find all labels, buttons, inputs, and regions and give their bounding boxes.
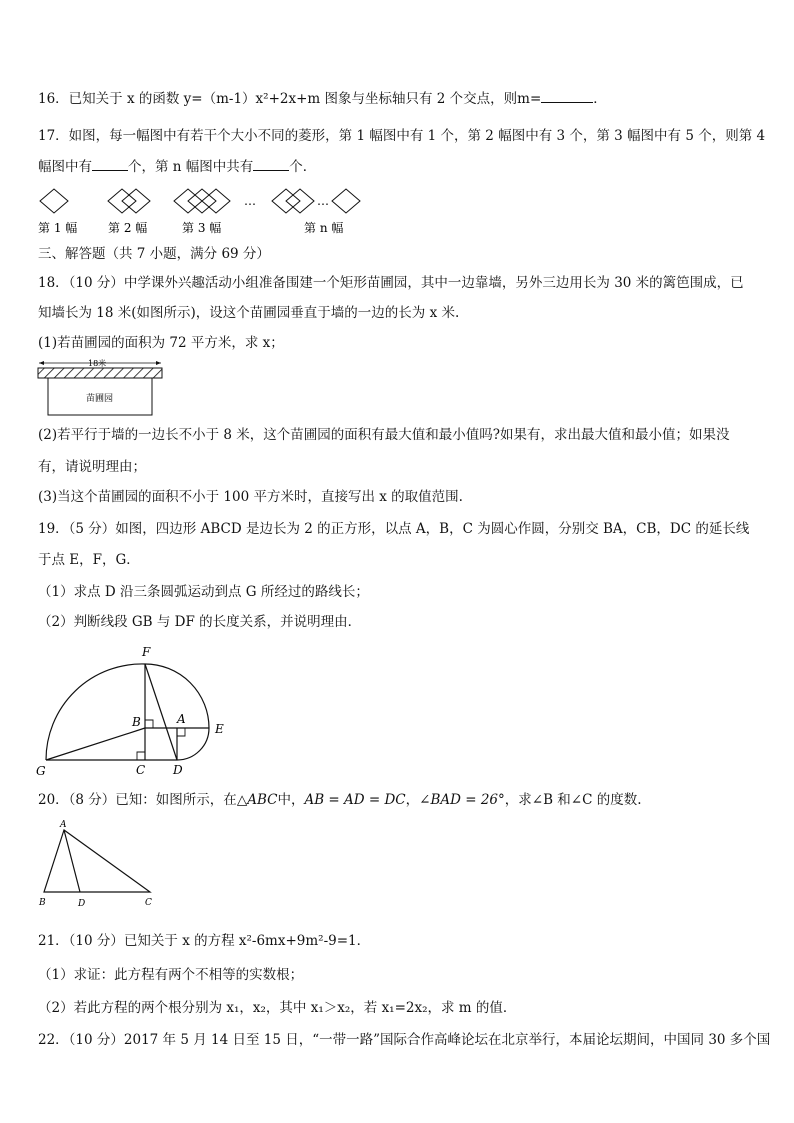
- ellipsis-1: …: [244, 194, 256, 208]
- q21-part1: （1）求证：此方程有两个不相等的实数根；: [38, 967, 304, 983]
- label-b: B: [39, 898, 46, 908]
- q18-line1: 18．（10 分）中学课外兴趣活动小组准备围建一个矩形苗圃园，其中一边靠墙，另外三边用长为 30 米的篱笆围成，已: [38, 275, 744, 291]
- q20-a: 20．（8 分）已知：如图所示，在: [38, 792, 237, 808]
- wall-length-label: 18米: [88, 359, 107, 368]
- segment-fd: [145, 664, 177, 760]
- garden-label: 苗圃园: [86, 394, 114, 404]
- q16-answer-blank: [541, 89, 593, 103]
- q17-blank2: [253, 157, 289, 171]
- q18-part2a: (2)若平行于墙的一边长不小于 8 米，这个苗圃园的面积有最大值和最小值吗?如果有，求出最大值和最小值；如果没: [38, 427, 730, 443]
- q22-line1: 22．（10 分）2017 年 5 月 14 日至 15 日，“一带一路”国际合作高峰论坛在北京举行，本届论坛期间，中国同 30 多个国: [38, 1032, 771, 1048]
- q20-b: 中，: [277, 792, 305, 808]
- label-e: E: [215, 722, 224, 736]
- caption-3: 第 3 幅: [182, 221, 222, 235]
- q20-text: [38, 791, 642, 809]
- q16-end: ．: [593, 91, 607, 107]
- circle-arc-figure: [30, 640, 240, 780]
- q18-line2: 知墙长为 18 米(如图所示)，设这个苗圃园垂直于墙的一边的长为 x 米.: [38, 305, 460, 321]
- q20-eq1: AB = AD = DC: [304, 792, 406, 808]
- segment-gb: [46, 728, 145, 760]
- label-c: C: [136, 763, 146, 777]
- label-a: A: [177, 712, 186, 726]
- caption-2: 第 2 幅: [108, 221, 148, 235]
- label-b: B: [132, 715, 141, 729]
- label-c: C: [145, 898, 152, 908]
- section-heading: 三、解答题（共 7 小题，满分 69 分）: [38, 246, 270, 262]
- label-d: D: [78, 899, 86, 909]
- right-angle-a: [177, 728, 185, 736]
- rhombus: [332, 189, 360, 213]
- q20-sep: ，: [405, 792, 420, 808]
- q17-line2b: 个，第 n 幅图中共有: [128, 159, 254, 175]
- label-f: F: [142, 645, 151, 659]
- ellipsis-2: …: [317, 194, 329, 208]
- right-angle-c: [137, 752, 145, 760]
- q16-text: [38, 89, 607, 108]
- q19-line2: 于点 E，F，G．: [38, 552, 140, 568]
- caption-1: 第 1 幅: [38, 221, 78, 235]
- garden-figure: [36, 356, 164, 418]
- arc-de: [177, 728, 209, 760]
- triangle-abc: [44, 830, 150, 892]
- q19-line1: 19．（5 分）如图，四边形 ABCD 是边长为 2 的正方形，以点 A，B，C 为圆心作圆，分别交 BA，CB，DC 的延长线: [38, 521, 750, 537]
- rhombus-figure: [36, 184, 376, 240]
- wall: [38, 368, 162, 378]
- q21-line1: 21．（10 分）已知关于 x 的方程 x²-6mx+9m²-9=1．: [38, 933, 371, 949]
- q18-part2b: 有，请说明理由；: [38, 459, 146, 475]
- q20-c: ，求∠B 和∠C 的度数.: [504, 792, 642, 808]
- q17-line2a: 幅图中有: [38, 159, 92, 175]
- q20-eq2: ∠BAD = 26°: [419, 792, 505, 808]
- q21-part2: （2）若此方程的两个根分别为 x₁，x₂，其中 x₁＞x₂，若 x₁=2x₂，求 m 的值．: [38, 1000, 517, 1016]
- q17-line2c: 个．: [289, 159, 317, 175]
- label-a: A: [60, 820, 67, 830]
- q17-line2: [38, 157, 316, 176]
- q20-triangle: △ABC: [236, 792, 278, 808]
- arc-fg: [46, 664, 145, 760]
- triangle-figure: [34, 816, 164, 912]
- q17-line1: 17．如图，每一幅图中有若干个大小不同的菱形，第 1 幅图中有 1 个，第 2 幅图中有 3 个，第 3 幅图中有 5 个，则第 4: [38, 128, 766, 144]
- q18-part1: (1)若苗圃园的面积为 72 平方米，求 x；: [38, 335, 284, 351]
- q19-part2: （2）判断线段 GB 与 DF 的长度关系，并说明理由．: [38, 614, 362, 630]
- label-g: G: [36, 764, 46, 778]
- rhombus: [40, 189, 68, 213]
- caption-n: 第 n 幅: [304, 221, 344, 235]
- label-d: D: [173, 763, 183, 777]
- q16-stem: 16．已知关于 x 的函数 y=（m-1）x²+2x+m 图象与坐标轴只有 2 个交点，则m=: [38, 91, 542, 107]
- q18-part3: (3)当这个苗圃园的面积不小于 100 平方米时，直接写出 x 的取值范围.: [38, 489, 463, 505]
- right-angle-b: [145, 720, 153, 728]
- q17-blank1: [92, 157, 128, 171]
- q19-part1: （1）求点 D 沿三条圆弧运动到点 G 所经过的路线长；: [38, 584, 369, 600]
